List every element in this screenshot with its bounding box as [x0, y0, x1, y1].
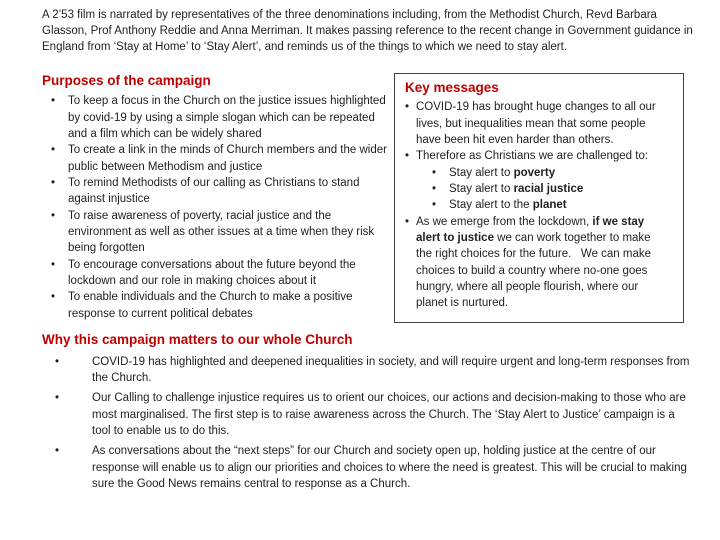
sub-bullet-text: Stay alert to [449, 166, 514, 179]
list-item: • Therefore as Christians we are challenged to: [405, 148, 663, 164]
intro-paragraph: A 2’53 film is narrated by representatives of the three denominations including, from the Methodist Church, Revd Barbara Glasson, Prof Anthony Reddie and Anna Merriman. It makes passing reference to the recent change in Government guidance in England from ‘Stay at Home’ to ‘Stay Alert’, and reminds us of the things to which we need to stay alert. [42, 9, 693, 53]
list-item: • To keep a focus in the Church on the justice issues highlighted by covid-19 by using a simple slogan which can be repeated and a film which can be widely shared [42, 93, 387, 142]
two-column-section [42, 73, 694, 323]
final-bullet-bold: if we stay alert to justice [416, 215, 645, 245]
final-bullet-post: we can work together to make the right choices for the future. We can make choices to build a country where no-one goes hungry, where all people flourish, where our planet is nurtured. [416, 232, 652, 310]
sub-bullet-bold: planet [532, 199, 567, 212]
sub-bullet-text: Stay alert to the [449, 199, 533, 212]
list-item: • To remind Methodists of our calling as Christians to stand against injustice [42, 175, 387, 208]
key-messages-sublist [405, 165, 663, 214]
final-bullet-pre: As we emerge from the lockdown, [416, 215, 593, 228]
list-item: • COVID-19 has brought huge changes to all our lives, but inequalities mean that some people have been hit even harder than others. [405, 99, 663, 148]
purposes-list [42, 93, 387, 322]
list-item: • COVID-19 has highlighted and deepened inequalities in society, and will require urgent and long-term responses from the Church. [42, 354, 694, 387]
list-item: • To enable individuals and the Church to make a positive response to current political debates [42, 289, 387, 322]
list-item [405, 181, 663, 197]
key-messages-heading: Key messages [405, 79, 499, 95]
key-messages-box [394, 73, 684, 323]
list-item: • To raise awareness of poverty, racial justice and the environment as well as other issues at a time when they risk being forgotten [42, 208, 387, 257]
list-item: • To encourage conversations about the future beyond the lockdown and our role in making choices about it [42, 257, 387, 290]
key-messages-list [405, 99, 663, 164]
purposes-section [42, 73, 394, 322]
why-heading: Why this campaign matters to our whole Church [42, 331, 353, 347]
purposes-heading: Purposes of the campaign [42, 72, 211, 88]
sub-bullet-bold: racial justice [513, 183, 584, 196]
list-item [405, 197, 663, 213]
sub-bullet-bold: poverty [513, 166, 556, 179]
sub-bullet-text: Stay alert to [449, 183, 514, 196]
list-item: • Our Calling to challenge injustice requires us to orient our choices, our actions and decision-making to those who are most marginalised. The first step is to raise awareness across the Church. The ‘Stay Alert to Justice’ campaign is a tool to enable us to do this. [42, 390, 694, 440]
why-list [42, 354, 694, 493]
list-item: • As conversations about the “next steps” for our Church and society open up, holding justice at the centre of our response will enable us to align our priorities and choices to where the need is greatest. This will be crucial to making sure the Good News remains central to response as a Church. [42, 443, 694, 493]
list-item: • To create a link in the minds of Church members and the wider public between Methodism and justice [42, 142, 387, 175]
list-item [405, 214, 663, 312]
key-messages-final-list [405, 214, 663, 312]
list-item [405, 165, 663, 181]
